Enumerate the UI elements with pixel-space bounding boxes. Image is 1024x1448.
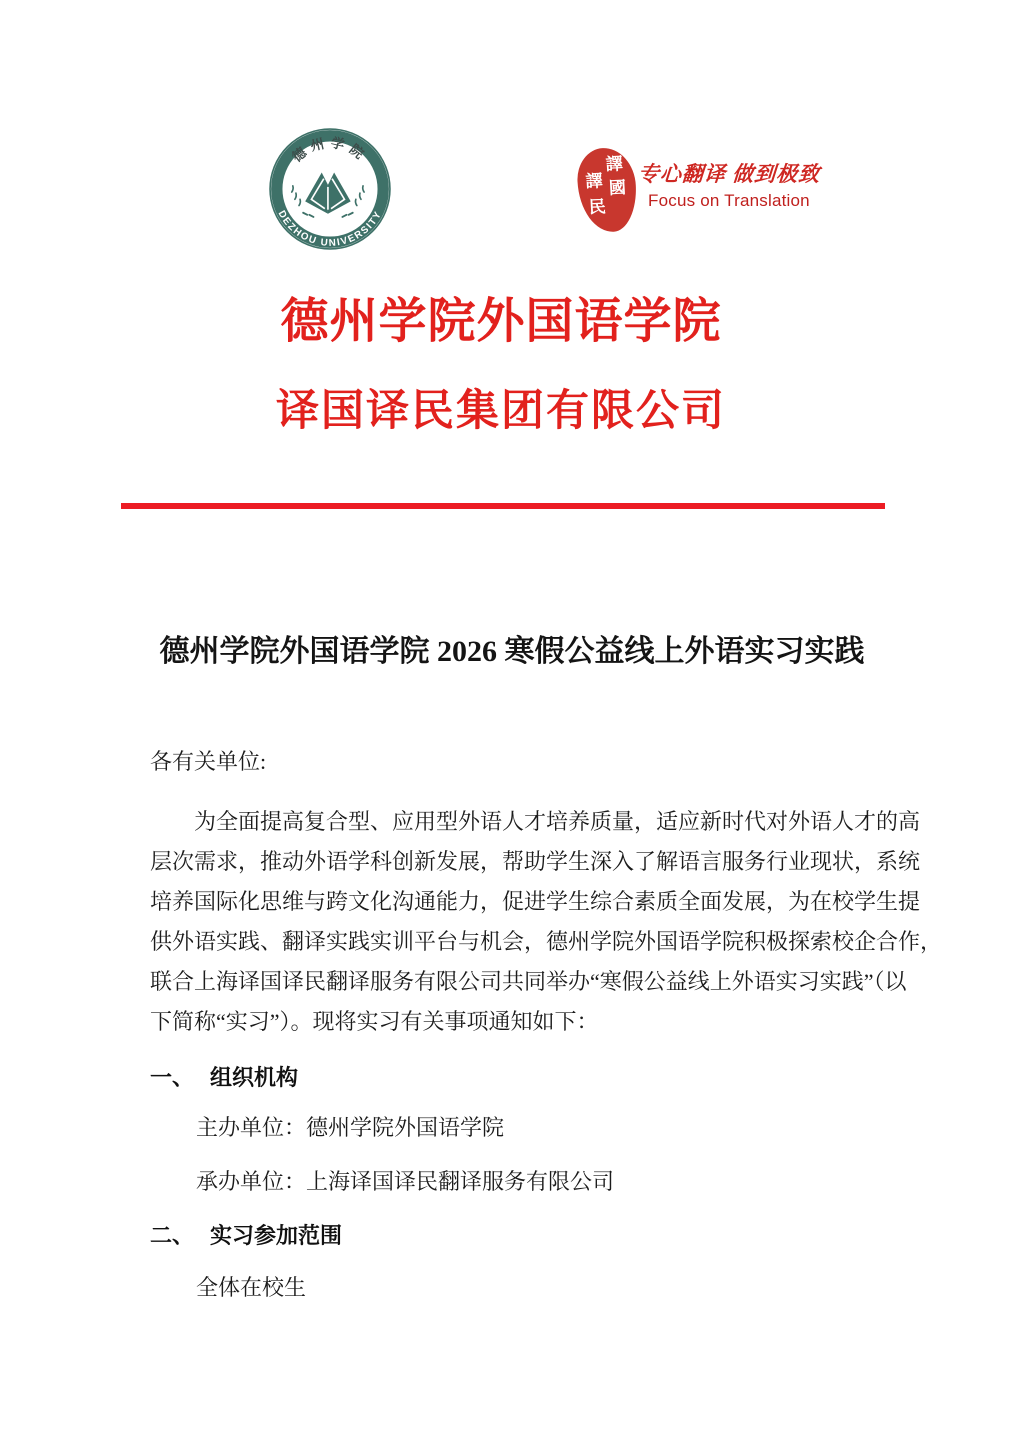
letterhead-line-1: 德州学院外国语学院 (280, 295, 722, 348)
paragraph-line: 联合上海译国译民翻译服务有限公司共同举办“寒假公益线上外语实习实践”（以 (150, 969, 907, 994)
paragraph-line: 培养国际化思维与跨文化沟通能力，促进学生综合素质全面发展，为在校学生提 (150, 889, 921, 914)
open-book-icon (292, 172, 364, 216)
paragraph-line: 供外语实践、翻译实践实训平台与机会，德州学院外国语学院积极探索校企合作， (150, 929, 943, 954)
section-title: 实习参加范围 (210, 1223, 343, 1248)
section-item-scope: 全体在校生 (196, 1275, 307, 1300)
partner-slogan-en: Focus on Translation (648, 191, 810, 210)
section-item-organizer: 承办单位：上海译国译民翻译服务有限公司 (196, 1169, 615, 1194)
seal-char: 國 (608, 178, 627, 198)
intro-paragraph (150, 802, 943, 1042)
section-item-host: 主办单位：德州学院外国语学院 (196, 1115, 505, 1140)
university-name-en: DEZHOU UNIVERSITY (275, 208, 385, 249)
document-title: 德州学院外国语学院 2026 寒假公益线上外语实习实践 (159, 635, 865, 668)
section-marker: 一、 (150, 1065, 195, 1090)
dezhou-university-logo (268, 127, 392, 251)
section-title: 组织机构 (210, 1065, 299, 1090)
university-name-zh: 德州学院 (289, 134, 371, 165)
yiguoyimin-seal-icon (576, 147, 638, 234)
seal-char: 譯 (585, 171, 604, 192)
paragraph-line: 为全面提高复合型、应用型外语人才培养质量，适应新时代对外语人才的高 (194, 809, 921, 834)
partner-slogan-zh: 专心翻译 做到极致 (637, 162, 822, 186)
seal-char: 譯 (605, 154, 624, 175)
section-heading-organization (150, 1058, 897, 1098)
svg-text:DEZHOU UNIVERSITY (276, 209, 385, 249)
section-marker: 二、 (150, 1223, 195, 1248)
yiguoyimin-logo (576, 146, 822, 238)
paragraph-line: 下简称“实习”）。现将实习有关事项通知如下： (150, 1009, 599, 1034)
red-divider-rule (121, 503, 885, 509)
section-heading-scope (150, 1216, 897, 1256)
seal-char: 民 (588, 197, 607, 217)
paragraph-line: 层次需求，推动外语学科创新发展，帮助学生深入了解语言服务行业现状，系统 (150, 849, 921, 874)
salutation: 各有关单位: (150, 749, 267, 774)
letterhead-line-2: 译国译民集团有限公司 (276, 388, 726, 435)
document-body (150, 742, 943, 1308)
dezhou-university-logo-icon (268, 127, 392, 251)
